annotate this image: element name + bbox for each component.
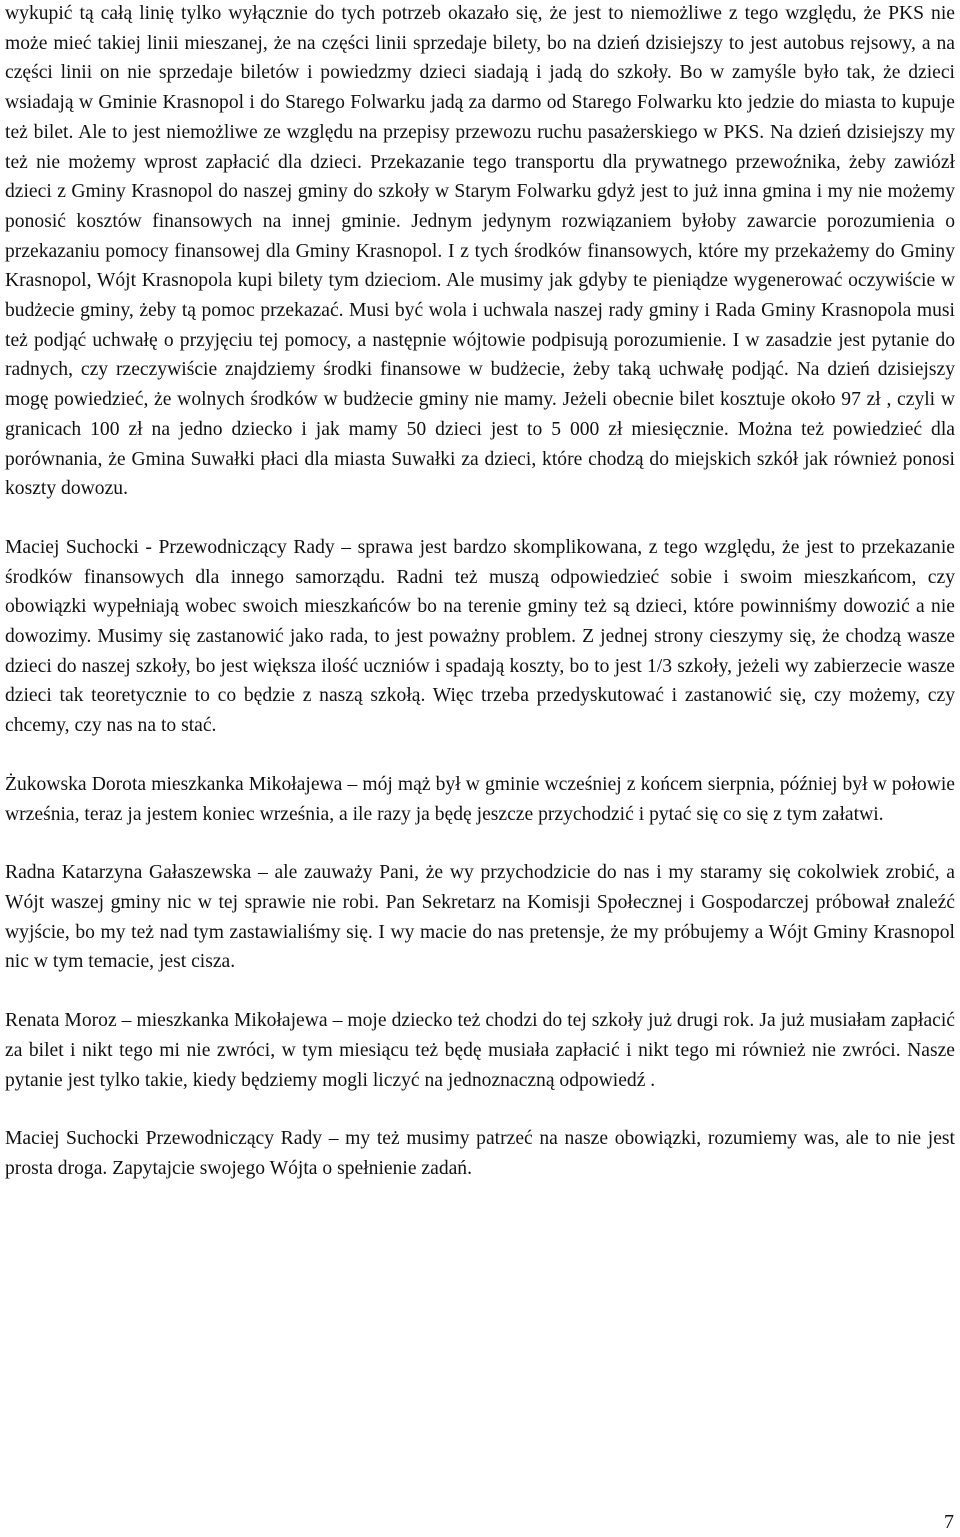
paragraph-resident-moroz: Renata Moroz – mieszkanka Mikołajewa – moje dziecko też chodzi do tej szkoły już drugi rok. Ja już musiałam zapłacić za bilet i nikt tego mi nie zwróci, w tym miesiącu też będę musiała zapłacić i nikt tego mi również nie zwróci. Nasze pytanie jest tylko takie, kiedy będziemy mogli liczyć na jednoznaczną odpowiedź .	[5, 1010, 955, 1091]
paragraph-school-transport-explanation: wykupić tą całą linię tylko wyłącznie do tych potrzeb okazało się, że jest to niemożliwe z tego względu, że PKS nie może mieć takiej linii mieszanej, że na części linii sprzedaje bilety, bo na dzień dzisiejszy to jest autobus rejsowy, a na części linii on nie sprzedaje biletów i powiedzmy dzieci siadają i jadą do szkoły. Bo w zamyśle było tak, że dzieci wsiadają w Gminie Krasnopol i do Starego Folwarku jadą za darmo od Starego Folwarku kto jedzie do miasta to kupuje też bilet. Ale to jest niemożliwe ze względu na przepisy przewozu ruchu pasażerskiego w PKS. Na dzień dzisiejszy my też nie możemy wprost zapłacić dla dzieci. Przekazanie tego transportu dla prywatnego przewoźnika, żeby zawiózł dzieci z Gminy Krasnopol do naszej gminy do szkoły w Starym Folwarku gdyż jest to już inna gmina i my nie możemy ponosić kosztów finansowych na innej gminie. Jednym jedynym rozwiązaniem byłoby zawarcie porozumienia o przekazaniu pomocy finansowej dla Gminy Krasnopol. I z tych środków finansowych, które my przekażemy do Gminy Krasnopol, Wójt Krasnopola kupi bilety tym dzieciom. Ale musimy jak gdyby te pieniądze wygenerować oczywiście w budżecie gminy, żeby tą pomoc przekazać. Musi być wola i uchwala naszej rady gminy i Rada Gminy Krasnopola musi też podjąć uchwałę o przyjęciu tej pomocy, a następnie wójtowie podpisują porozumienie. I w zasadzie jest pytanie do radnych, czy rzeczywiście znajdziemy środki finansowe w budżecie, żeby taką uchwałę podjąć. Na dzień dzisiejszy mogę powiedzieć, że wolnych środków w budżecie gminy nie mamy. Jeżeli obecnie bilet kosztuje około 97 zł , czyli w granicach 100 zł na jedno dziecko i jak mamy 50 dzieci jest to 5 000 zł miesięcznie. Można też powiedzieć dla porównania, że Gmina Suwałki płaci dla miasta Suwałki za dzieci, które chodzą do miejskich szkół jak również ponosi koszty dowozu.	[5, 3, 955, 500]
paragraph-council-chairman-closing: Maciej Suchocki Przewodniczący Rady – my też musimy patrzeć na nasze obowiązki, rozumiemy was, ale to nie jest prosta droga. Zapytajcie swojego Wójta o spełnienie zadań.	[5, 1128, 955, 1179]
paragraph-council-chairman-reply: Maciej Suchocki - Przewodniczący Rady – sprawa jest bardzo skomplikowana, z tego względu, że jest to przekazanie środków finansowych dla innego samorządu. Radni też muszą odpowiedzieć sobie i swoim mieszkańcom, czy obowiązki wypełniają wobec swoich mieszkańców bo na terenie gminy też są dzieci, które powinniśmy dowozić a nie dowozimy. Musimy się zastanowić jako rada, to jest poważny problem. Z jednej strony cieszymy się, że chodzą wasze dzieci do naszej szkoły, bo jest większa ilość uczniów i spadają koszty, bo to jest 1/3 szkoły, jeżeli wy zabierzecie wasze dzieci tak teoretycznie to co będzie z naszą szkołą. Więc trzeba przedyskutować i zastanowić się, czy możemy, czy chcemy, czy nas na to stać.	[5, 536, 955, 737]
paragraph-councillor-galaszewska: Radna Katarzyna Gałaszewska – ale zauważy Pani, że wy przychodzicie do nas i my staramy się cokolwiek zrobić, a Wójt waszej gminy nic w tej sprawie nie robi. Pan Sekretarz na Komisji Społecznej i Gospodarczej próbował znaleźć wyjście, bo my też nad tym zastawialiśmy się. I wy macie do nas pretensje, że my próbujemy a Wójt Gminy Krasnopol nic w tym temacie, jest cisza.	[5, 862, 955, 973]
paragraph-resident-zukowska: Żukowska Dorota mieszkanka Mikołajewa – mój mąż był w gminie wcześniej z końcem sierpnia, później był w połowie września, teraz ja jestem koniec września, a ile razy ja będę jeszcze przychodzić i pytać się co się z tym załatwi.	[5, 773, 955, 825]
document-body	[5, 0, 955, 1213]
page-number: 7	[944, 1511, 954, 1533]
